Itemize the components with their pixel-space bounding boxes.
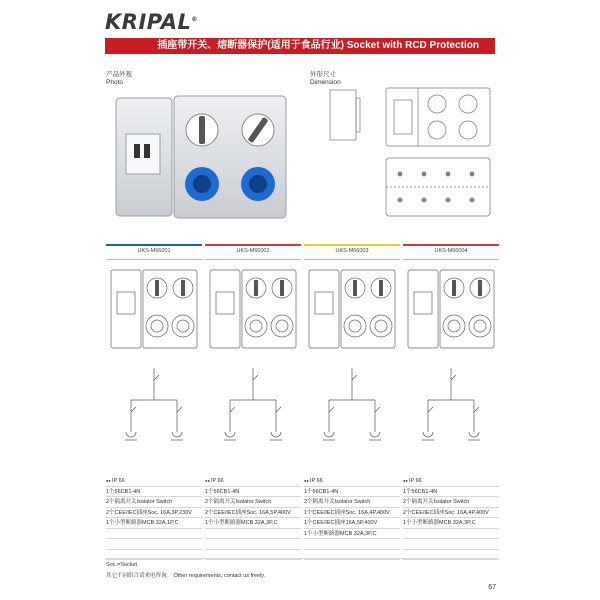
dim-back-hole: [446, 172, 451, 177]
spec-row: [304, 529, 400, 540]
dim-back-hole: [470, 198, 475, 203]
footnote-abbrev: Soc.=Socket: [106, 562, 138, 568]
dim-back-hole: [422, 198, 427, 203]
spec-item: 1个小型断路器MCB 32A,3P,C: [205, 520, 278, 526]
schem-isolator-contact: [177, 407, 182, 412]
schem-isolator-contact: [428, 407, 433, 412]
spec-row: [106, 529, 202, 540]
spec-row: [205, 529, 301, 540]
page-number: 67: [488, 584, 496, 591]
spec-row: [205, 539, 301, 550]
model-wiring-schematic: [109, 366, 199, 450]
schem-mcb-contact: [253, 375, 258, 380]
schem-socket-symbol: [324, 432, 334, 437]
model-front-view: [109, 268, 199, 350]
bullet-icon: ●●: [403, 478, 409, 483]
model-wiring-schematic: [307, 366, 397, 450]
schem-socket-symbol: [126, 432, 136, 437]
dim-back-hole: [470, 172, 475, 177]
spec-row: [205, 487, 301, 498]
spec-row: [205, 497, 301, 508]
dim-front-socket-2: [459, 121, 477, 139]
model-code: UKS-M66002: [236, 248, 270, 254]
schem-socket-symbol: [225, 432, 235, 437]
model-color-bar: [304, 244, 400, 246]
front-socket-2-face: [375, 320, 387, 332]
model-header: [403, 246, 499, 260]
title-banner: 插座带开关、熔断器保护(适用于食品行业) Socket with RCD Protection: [105, 38, 495, 54]
front-socket-2-face: [276, 320, 288, 332]
front-knob-1: [155, 280, 159, 296]
front-right-module: [242, 270, 296, 348]
spec-item: 2个隔离开关Isolator Switch: [304, 499, 371, 505]
spec-ip-rating: IP 66: [210, 478, 224, 484]
model-spec-list: [403, 476, 499, 560]
dim-side-flange: [356, 98, 360, 132]
dim-front-mcb-window: [394, 100, 412, 134]
model-front-view: [208, 268, 298, 350]
dim-front-switch-1: [428, 95, 446, 113]
brand-name: KRIPAL: [105, 10, 192, 34]
model-header: [205, 246, 301, 260]
photo-socket-1-face: [193, 175, 211, 193]
footer-rule: [105, 558, 497, 559]
dim-back-hole: [446, 198, 451, 203]
dim-side-view: [330, 90, 356, 140]
photo-socket-2-face: [249, 175, 267, 193]
model-code: UKS-M66001: [137, 248, 171, 254]
model-color-bar: [106, 244, 202, 246]
schem-socket-symbol: [370, 432, 380, 437]
front-left-module: [408, 270, 438, 348]
front-socket-2: [469, 315, 491, 337]
front-knob-1: [353, 280, 357, 296]
front-socket-2: [172, 315, 194, 337]
front-mcb-window: [414, 292, 432, 314]
photo-section-label: [106, 71, 132, 87]
dim-front-socket-1: [428, 121, 446, 139]
bullet-icon: ●●: [205, 478, 211, 483]
dim-back-hole: [398, 172, 403, 177]
dim-front-view: [386, 88, 490, 146]
spec-item: 2个CEE/IEC插座Soc. 16A,4P,400V: [403, 509, 489, 516]
dim-back-hole: [398, 198, 403, 203]
front-socket-1-face: [250, 320, 262, 332]
spec-row: [304, 518, 400, 529]
spec-row: [403, 476, 499, 487]
photo-isolator-1-knob: [199, 116, 205, 144]
model-front-view: [307, 268, 397, 350]
brand-logo: [105, 10, 198, 34]
model-header: [304, 246, 400, 260]
front-knob-2: [280, 280, 284, 296]
front-left-module: [309, 270, 339, 348]
spec-ip-rating: IP 66: [408, 478, 422, 484]
dim-front-switch-2: [459, 95, 477, 113]
spec-row: [304, 487, 400, 498]
photo-right-module: [174, 96, 286, 218]
spec-ip-rating: IP 66: [111, 478, 125, 484]
spec-row: [403, 497, 499, 508]
spec-item: 2个隔离开关Isolator Switch: [403, 499, 470, 505]
spec-item: 1个CEE/IEC插座16A,5P,400V: [304, 520, 378, 526]
model-code: UKS-M66003: [335, 248, 369, 254]
photo-rcd-lever: [144, 144, 150, 158]
spec-row: [106, 518, 202, 529]
spec-item: 2个CEE/IEC插座Soc. 16A,3P,230V: [106, 509, 192, 516]
front-knob-2: [478, 280, 482, 296]
spec-item: 1个56CB1-4N: [106, 488, 141, 495]
spec-row: [403, 487, 499, 498]
model-code: UKS-M66004: [434, 248, 468, 254]
front-socket-1-face: [349, 320, 361, 332]
spec-item: 2个隔离开关Isolator Switch: [106, 499, 173, 505]
spec-row: [106, 508, 202, 519]
spec-row: [403, 518, 499, 529]
front-socket-1-face: [448, 320, 460, 332]
front-right-module: [440, 270, 494, 348]
schem-isolator-contact: [474, 407, 479, 412]
front-socket-1-face: [151, 320, 163, 332]
front-knob-2: [379, 280, 383, 296]
schem-mcb-contact: [451, 375, 456, 380]
brand-reg-mark: ®: [191, 16, 198, 23]
dimension-label-cn: 外形尺寸: [310, 71, 336, 78]
photo-mcb-lever: [134, 144, 140, 158]
spec-row: [304, 476, 400, 487]
photo-label-cn: 产品外观: [106, 71, 132, 78]
front-knob-1: [254, 280, 258, 296]
spec-item: 2个隔离开关Isolator Switch: [205, 499, 272, 505]
spec-row: [106, 487, 202, 498]
spec-row: [106, 476, 202, 487]
schem-isolator-contact: [329, 407, 334, 412]
model-wiring-schematic: [406, 366, 496, 450]
schem-isolator-contact: [131, 407, 136, 412]
front-mcb-window: [315, 292, 333, 314]
dim-back-hole: [422, 172, 427, 177]
spec-item: 1个56CB1-4N: [403, 488, 438, 495]
model-wiring-schematic: [208, 366, 298, 450]
front-socket-2: [271, 315, 293, 337]
spec-item: 1个CEE/IEC插座Soc. 16A,4P,400V: [304, 509, 390, 516]
front-socket-2: [370, 315, 392, 337]
dimension-label-en: Dimension: [310, 79, 341, 86]
dimension-drawing: [320, 82, 500, 222]
spec-item: 1个小型断路器MCB 32A,1P,C: [106, 520, 179, 526]
spec-row: [106, 539, 202, 550]
spec-row: [304, 497, 400, 508]
model-spec-list: [304, 476, 400, 560]
spec-row: [205, 518, 301, 529]
spec-row: [205, 508, 301, 519]
model-front-view: [406, 268, 496, 350]
front-socket-1: [344, 315, 366, 337]
model-color-bar: [403, 244, 499, 246]
bullet-icon: ●●: [304, 478, 310, 483]
bullet-icon: ●●: [106, 478, 112, 483]
schem-isolator-contact: [276, 407, 281, 412]
schem-socket-symbol: [271, 432, 281, 437]
front-socket-2-face: [474, 320, 486, 332]
product-photo: [112, 92, 290, 220]
spec-item: 1个56CB1-4N: [304, 488, 339, 495]
schem-socket-symbol: [423, 432, 433, 437]
spec-row: [403, 539, 499, 550]
spec-row: [106, 497, 202, 508]
spec-item: 1个小型断路器MCB 32A,3P,C: [304, 530, 377, 537]
schem-isolator-contact: [230, 407, 235, 412]
front-knob-2: [181, 280, 185, 296]
schem-mcb-contact: [154, 375, 159, 380]
front-mcb-window: [117, 292, 135, 314]
model-header: [106, 246, 202, 260]
schem-socket-symbol: [469, 432, 479, 437]
front-left-module: [210, 270, 240, 348]
spec-item: 2个CEE/IEC插座Soc. 16A,5P,400V: [205, 509, 291, 516]
schem-isolator-contact: [375, 407, 380, 412]
spec-row: [403, 529, 499, 540]
spec-item: 1个小型断路器MCB 32A,3P,C: [403, 520, 476, 526]
spec-row: [205, 476, 301, 487]
model-spec-list: [106, 476, 202, 560]
front-socket-2-face: [177, 320, 189, 332]
spec-item: 1个56CB1-4N: [205, 488, 240, 495]
front-right-module: [143, 270, 197, 348]
spec-row: [304, 539, 400, 550]
model-color-bar: [205, 244, 301, 246]
footnote-contact: 其它不同组合请来电咨询。 Other requirements, contact us freely.: [106, 573, 266, 579]
front-mcb-window: [216, 292, 234, 314]
model-spec-list: [205, 476, 301, 560]
front-right-module: [341, 270, 395, 348]
front-left-module: [111, 270, 141, 348]
front-socket-1: [146, 315, 168, 337]
schem-mcb-contact: [352, 375, 357, 380]
front-knob-1: [452, 280, 456, 296]
photo-mcb-window: [126, 134, 160, 174]
schem-socket-symbol: [172, 432, 182, 437]
front-socket-1: [245, 315, 267, 337]
spec-ip-rating: IP 66: [309, 478, 323, 484]
spec-row: [304, 508, 400, 519]
spec-row: [403, 508, 499, 519]
front-socket-1: [443, 315, 465, 337]
photo-label-en: Photo: [106, 79, 123, 86]
